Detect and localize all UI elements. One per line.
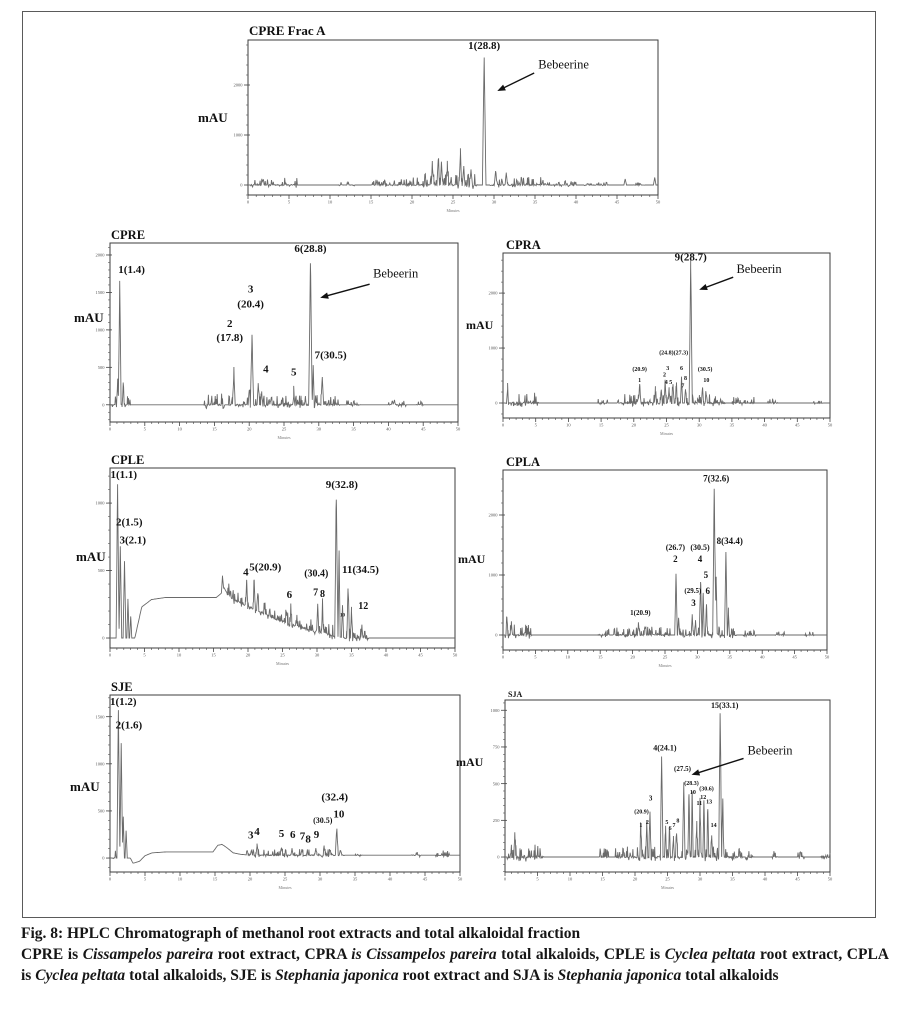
x-tick-label: 10 xyxy=(327,199,333,205)
x-tick-label: 35 xyxy=(730,876,735,882)
x-tick-label: 30 xyxy=(695,654,700,660)
x-tick-label: 5 xyxy=(536,876,539,882)
peak-label: 14 xyxy=(710,822,717,829)
peak-label: 11 xyxy=(696,800,703,807)
annotation-arrow-head xyxy=(320,293,329,299)
peak-label: 5 xyxy=(703,570,709,580)
y-tick-label: 0 xyxy=(497,854,500,860)
x-tick-label: 0 xyxy=(501,422,505,428)
peak-label: (20.4) xyxy=(237,298,264,311)
peak-label: (29.5) xyxy=(684,587,702,595)
y-axis-label: mAU xyxy=(466,318,494,332)
peak-label: 4 xyxy=(243,566,249,579)
peak-label: 8 xyxy=(305,833,311,846)
chromatogram-trace xyxy=(248,58,658,189)
panel-title: CPRE xyxy=(111,228,146,242)
y-axis-label: mAU xyxy=(458,552,486,566)
peak-label: 12 xyxy=(358,601,369,613)
peak-label: 11(34.5) xyxy=(341,564,379,577)
y-tick-label: 0 xyxy=(102,635,105,641)
peak-label: 9(28.7) xyxy=(674,251,707,264)
chromatogram-trace xyxy=(503,489,827,639)
y-axis-label: mAU xyxy=(74,310,104,325)
annotation-arrow-line xyxy=(326,284,370,296)
x-axis-label: Minutes xyxy=(659,431,674,436)
caption-segment: CPRE is xyxy=(21,946,83,964)
x-tick-label: 35 xyxy=(727,654,733,660)
x-tick-label: 10 xyxy=(176,652,182,658)
panel-sja xyxy=(456,690,833,890)
y-tick-label: 1000 xyxy=(490,707,500,713)
y-axis-label: mAU xyxy=(70,779,100,794)
peak-label: 2 xyxy=(645,820,649,827)
x-tick-label: 15 xyxy=(212,876,218,882)
x-tick-label: 50 xyxy=(457,876,463,882)
x-tick-label: 10 xyxy=(565,654,571,660)
x-tick-label: 50 xyxy=(827,876,833,882)
peak-label: (17.8) xyxy=(216,332,244,345)
peak-label: 10 xyxy=(703,378,710,385)
x-tick-label: 20 xyxy=(245,652,251,658)
compound-annotation: Bebeerin xyxy=(747,743,793,758)
y-tick-label: 1500 xyxy=(95,714,105,720)
y-tick-label: 0 xyxy=(495,632,498,638)
x-tick-label: 40 xyxy=(573,199,579,205)
x-tick-label: 35 xyxy=(352,876,358,882)
x-tick-label: 15 xyxy=(368,199,374,205)
x-tick-label: 25 xyxy=(282,876,288,882)
peak-label: 5 xyxy=(290,366,297,379)
peak-label: 8 xyxy=(683,375,687,382)
peak-label: (30.4) xyxy=(304,568,329,580)
x-tick-label: 35 xyxy=(349,652,354,658)
panel-title: CPRE Frac A xyxy=(249,23,326,38)
plot-frame xyxy=(248,40,658,195)
x-tick-label: 15 xyxy=(212,426,217,432)
x-tick-label: 30 xyxy=(696,422,702,428)
caption-segment: root extract and SJA is xyxy=(398,966,558,984)
panel-cpre xyxy=(74,228,461,440)
y-tick-label: 0 xyxy=(495,400,498,406)
x-tick-label: 40 xyxy=(383,652,389,658)
peak-label: 15(33.1) xyxy=(711,701,739,711)
chromatogram-trace xyxy=(505,713,830,861)
x-tick-label: 10 xyxy=(566,422,571,428)
peak-label: 4 xyxy=(263,363,269,376)
panel-title: CPRA xyxy=(506,238,541,252)
y-tick-label: 0 xyxy=(240,182,243,188)
y-axis-label: mAU xyxy=(198,110,228,125)
peak-label: 7 xyxy=(313,587,319,599)
annotation-arrow-head xyxy=(497,85,506,91)
peak-label: 3 xyxy=(691,598,696,609)
peak-label: (30.5) xyxy=(690,542,710,552)
peak-label: 7 xyxy=(672,822,676,829)
x-tick-label: 5 xyxy=(143,876,147,882)
x-tick-label: 45 xyxy=(792,654,797,660)
x-tick-label: 25 xyxy=(662,654,668,660)
x-axis-label: Minutes xyxy=(660,885,675,890)
peak-label: 6 xyxy=(286,589,293,602)
peak-label: 3 xyxy=(666,366,670,373)
peak-label: 9 xyxy=(313,828,320,841)
peak-label: 6 xyxy=(705,586,711,597)
peak-label: 2 xyxy=(673,553,678,564)
y-tick-label: 1500 xyxy=(95,290,105,296)
peak-label: 12 xyxy=(700,795,707,802)
caption-segment: Cissampelos pareira xyxy=(82,946,214,964)
x-tick-label: 10 xyxy=(177,426,182,432)
peak-label: 1(28.8) xyxy=(468,40,501,52)
peak-label: 3 xyxy=(247,829,254,842)
peak-label: 3 xyxy=(648,794,653,803)
caption-segment: root extract, CPRA xyxy=(213,946,352,964)
x-tick-label: 20 xyxy=(247,876,253,882)
peak-label: 4(24.1) xyxy=(653,743,677,753)
peak-label: 1(1.4) xyxy=(118,263,145,276)
y-tick-label: 0 xyxy=(102,402,105,408)
caption-segment: total alkaloids xyxy=(681,966,779,984)
y-tick-label: 1000 xyxy=(95,761,105,767)
y-tick-label: 250 xyxy=(492,817,500,823)
y-tick-label: 500 xyxy=(97,808,105,814)
annotation-arrow-head xyxy=(692,769,701,775)
y-tick-label: 1000 xyxy=(95,327,105,333)
annotation-arrow-line xyxy=(705,277,733,288)
compound-annotation: Bebeerine xyxy=(538,57,589,72)
x-tick-label: 30 xyxy=(316,426,322,432)
peak-label: 7(30.5) xyxy=(314,349,347,362)
x-tick-label: 5 xyxy=(534,422,537,428)
x-tick-label: 40 xyxy=(386,426,391,432)
x-tick-label: 0 xyxy=(246,199,250,205)
peak-label: 1 xyxy=(638,378,642,385)
peak-label: 7 xyxy=(681,383,685,390)
compound-annotation: Bebeerin xyxy=(373,266,419,281)
x-tick-label: 50 xyxy=(455,426,461,432)
x-tick-label: 30 xyxy=(491,199,497,205)
x-tick-label: 50 xyxy=(452,652,458,658)
caption-title: Fig. 8: HPLC Chromatograph of methanol root extracts and total alkaloidal fraction xyxy=(21,925,581,942)
caption-segment: Cyclea peltata xyxy=(35,966,126,984)
caption-segment: Cyclea peltata xyxy=(664,946,756,964)
x-tick-label: 5 xyxy=(143,652,146,658)
caption-body xyxy=(21,945,889,986)
peak-label: 5(20.9) xyxy=(249,561,282,574)
y-tick-label: 500 xyxy=(97,568,105,574)
panel-cple xyxy=(76,453,458,666)
x-tick-label: 10 xyxy=(567,876,573,882)
x-tick-label: 25 xyxy=(281,426,287,432)
peak-label: 7 xyxy=(299,830,306,843)
y-tick-label: 2000 xyxy=(488,512,498,518)
y-tick-label: 1000 xyxy=(488,345,498,351)
y-tick-label: 500 xyxy=(97,364,105,370)
plot-frame xyxy=(505,700,830,872)
peak-label: 6(28.8) xyxy=(294,242,327,255)
caption-segment: is Cissampelos pareira xyxy=(351,946,497,964)
peak-label: 4 xyxy=(254,825,260,838)
caption-segment: total alkaloids, CPLE is xyxy=(496,946,665,964)
peak-label: (26.7) xyxy=(665,542,686,552)
peak-label: 3(2.1) xyxy=(119,534,147,547)
peak-label: 4 xyxy=(697,553,703,564)
x-tick-label: 20 xyxy=(632,876,638,882)
compound-annotation: Bebeerin xyxy=(736,261,782,276)
x-tick-label: 45 xyxy=(420,426,426,432)
annotation-arrow-line xyxy=(503,73,535,88)
peak-label: (24.8)(27.3) xyxy=(659,350,689,357)
x-tick-label: 45 xyxy=(795,422,800,428)
panel-sje xyxy=(70,680,463,890)
y-tick-label: 1000 xyxy=(233,132,243,138)
panel-cpla xyxy=(458,455,830,668)
x-tick-label: 30 xyxy=(314,652,320,658)
peak-label: 6 xyxy=(289,828,296,841)
y-tick-label: 750 xyxy=(492,744,500,750)
x-tick-label: 20 xyxy=(631,422,637,428)
plot-frame xyxy=(503,253,830,418)
x-tick-label: 40 xyxy=(759,654,765,660)
x-tick-label: 25 xyxy=(664,422,669,428)
peak-label: 10 xyxy=(689,789,696,796)
x-tick-label: 15 xyxy=(211,652,216,658)
x-tick-label: 0 xyxy=(108,652,112,658)
y-axis-label: mAU xyxy=(76,549,106,564)
annotation-arrow-head xyxy=(699,284,708,290)
peak-label: 2(1.5) xyxy=(116,516,143,529)
y-tick-label: 2000 xyxy=(95,252,105,258)
x-axis-label: Minutes xyxy=(277,435,291,440)
peak-label: 13 xyxy=(706,799,713,806)
x-tick-label: 15 xyxy=(598,422,604,428)
peak-label: 1(1.2) xyxy=(110,695,137,708)
panel-title: SJE xyxy=(111,680,133,694)
caption-segment: Stephania japonica xyxy=(275,966,399,984)
peak-label: (30.5) xyxy=(313,816,333,826)
x-tick-label: 40 xyxy=(387,876,393,882)
x-tick-label: 40 xyxy=(762,876,768,882)
y-tick-label: 500 xyxy=(492,781,500,787)
caption-segment: total alkaloids, SJE is xyxy=(125,966,276,984)
peak-label: 2(1.6) xyxy=(115,719,143,732)
x-tick-label: 20 xyxy=(630,654,635,660)
peak-label: 6 xyxy=(680,366,684,373)
peak-label: 4 5 xyxy=(664,379,673,386)
peak-label: 5 xyxy=(665,820,669,827)
peak-label: 8 xyxy=(676,818,680,825)
x-tick-label: 35 xyxy=(729,422,735,428)
peak-label: 2 xyxy=(663,372,667,379)
x-tick-label: 15 xyxy=(597,654,603,660)
x-axis-label: Minutes xyxy=(278,885,292,890)
peak-label: 5 xyxy=(278,827,285,840)
chromatogram-trace xyxy=(110,263,458,408)
x-tick-label: 40 xyxy=(762,422,767,428)
x-tick-label: 30 xyxy=(697,876,703,882)
y-tick-label: 2000 xyxy=(233,82,243,88)
peak-label: 1(20.9) xyxy=(630,609,651,618)
plot-frame xyxy=(110,695,460,872)
x-tick-label: 20 xyxy=(246,426,252,432)
chromatogram-trace xyxy=(110,710,460,863)
y-tick-label: 1000 xyxy=(95,500,105,506)
peak-label: (32.4) xyxy=(321,791,348,804)
panel-title: CPLA xyxy=(506,455,541,469)
x-tick-label: 35 xyxy=(532,199,538,205)
peak-label: 10 xyxy=(340,613,346,619)
x-tick-label: 25 xyxy=(665,876,670,882)
peak-label: (20.9) xyxy=(632,367,647,374)
x-tick-label: 45 xyxy=(418,652,423,658)
x-tick-label: 5 xyxy=(143,426,146,432)
peak-label: (20.9) xyxy=(634,809,649,816)
x-tick-label: 20 xyxy=(409,199,415,205)
x-tick-label: 5 xyxy=(534,654,537,660)
x-tick-label: 15 xyxy=(600,876,605,882)
x-axis-label: Minutes xyxy=(275,661,290,666)
x-tick-label: 0 xyxy=(108,876,112,882)
peak-label: 2 xyxy=(226,317,233,330)
y-tick-label: 1000 xyxy=(488,572,498,578)
x-tick-label: 0 xyxy=(108,426,112,432)
peak-label: (30.5) xyxy=(697,367,713,374)
x-tick-label: 50 xyxy=(827,422,833,428)
x-axis-label: Minutes xyxy=(446,208,460,213)
x-tick-label: 25 xyxy=(280,652,285,658)
x-tick-label: 5 xyxy=(287,199,291,205)
peak-label: 8 xyxy=(320,588,326,600)
x-tick-label: 25 xyxy=(450,199,456,205)
x-tick-label: 45 xyxy=(614,199,620,205)
figure-caption xyxy=(21,924,889,986)
panel-cpre-frac-a xyxy=(198,23,661,213)
x-tick-label: 35 xyxy=(351,426,356,432)
x-tick-label: 10 xyxy=(177,876,183,882)
peak-label: 9(32.8) xyxy=(325,479,358,492)
x-axis-label: Minutes xyxy=(658,663,672,668)
panel-cpra xyxy=(466,238,833,436)
caption-segment: Stephania japonica xyxy=(557,966,682,984)
peak-label: 8(34.4) xyxy=(716,535,743,546)
y-tick-label: 2000 xyxy=(488,290,498,296)
x-tick-label: 50 xyxy=(824,654,830,660)
panel-title: CPLE xyxy=(111,453,145,467)
peak-label: 7(32.6) xyxy=(703,473,730,484)
peak-label: (28.3) xyxy=(684,781,699,788)
x-tick-label: 30 xyxy=(317,876,323,882)
panel-title: SJA xyxy=(508,690,523,699)
peak-label: 3 xyxy=(247,283,254,296)
caption-segment: root extract, CPLA is xyxy=(21,946,890,984)
peak-label: (27.5) xyxy=(673,765,691,774)
x-tick-label: 45 xyxy=(795,876,800,882)
peak-label: 1 xyxy=(639,822,643,829)
x-tick-label: 50 xyxy=(655,199,661,205)
peak-label: (30.6) xyxy=(699,786,714,793)
x-tick-label: 0 xyxy=(501,654,505,660)
y-axis-label: mAU xyxy=(456,755,484,769)
x-tick-label: 0 xyxy=(503,876,507,882)
peak-label: 1(1.1) xyxy=(110,469,138,482)
chromatogram-trace xyxy=(110,484,455,641)
y-tick-label: 0 xyxy=(102,855,105,861)
peak-label: 10 xyxy=(333,808,345,821)
x-tick-label: 45 xyxy=(422,876,428,882)
plot-frame xyxy=(503,470,827,650)
peak-label: 6 xyxy=(668,825,672,832)
